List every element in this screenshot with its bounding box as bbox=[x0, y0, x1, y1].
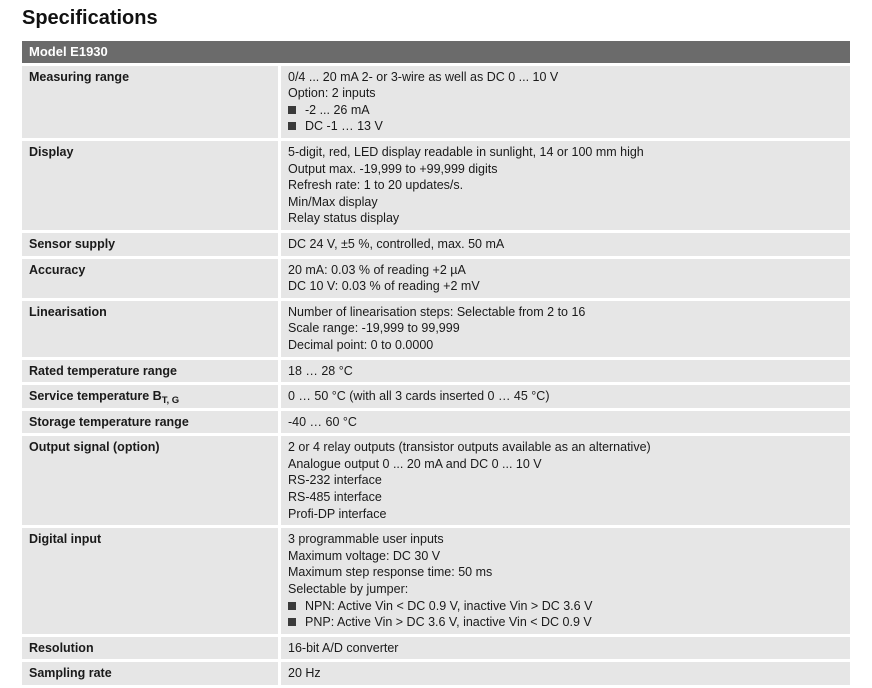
spec-value-text: Scale range: -19,999 to 99,999 bbox=[288, 321, 460, 336]
spec-row bbox=[22, 662, 850, 685]
spec-value-line bbox=[288, 236, 844, 253]
spec-value bbox=[281, 662, 850, 685]
spec-value bbox=[281, 385, 850, 408]
spec-row bbox=[22, 637, 850, 660]
spec-value-text: 0/4 ... 20 mA 2- or 3-wire as well as DC 0 ... 10 V bbox=[288, 69, 559, 84]
spec-value bbox=[281, 141, 850, 230]
spec-value-line bbox=[288, 548, 844, 565]
spec-value-text: 3 programmable user inputs bbox=[288, 532, 444, 547]
spec-value-text: Number of linearisation steps: Selectable from 2 to 16 bbox=[288, 304, 586, 319]
spec-label bbox=[22, 662, 281, 685]
spec-row bbox=[22, 385, 850, 408]
spec-label bbox=[22, 411, 281, 434]
spec-label-text: Digital input bbox=[29, 532, 102, 547]
spec-value-line bbox=[288, 177, 844, 194]
spec-value bbox=[281, 411, 850, 434]
spec-value-line bbox=[288, 262, 844, 279]
spec-row bbox=[22, 66, 850, 138]
spec-value-line bbox=[288, 320, 844, 337]
spec-value-line bbox=[288, 414, 844, 431]
spec-value-text: RS-485 interface bbox=[288, 490, 382, 505]
spec-value-line bbox=[288, 363, 844, 380]
spec-value-line bbox=[288, 439, 844, 456]
spec-label bbox=[22, 637, 281, 660]
spec-value-line bbox=[288, 194, 844, 211]
spec-value-text: Profi-DP interface bbox=[288, 506, 387, 521]
spec-value-line bbox=[288, 304, 844, 321]
spec-label-text: Sensor supply bbox=[29, 236, 116, 251]
spec-label bbox=[22, 301, 281, 357]
spec-row bbox=[22, 301, 850, 357]
spec-value-line bbox=[288, 598, 844, 615]
spec-value-text: Option: 2 inputs bbox=[288, 86, 376, 101]
table-header: Model E1930 bbox=[22, 41, 850, 63]
spec-value bbox=[281, 259, 850, 298]
spec-label bbox=[22, 141, 281, 230]
spec-value-text: 2 or 4 relay outputs (transistor outputs available as an alternative) bbox=[288, 440, 651, 455]
spec-value-line bbox=[288, 614, 844, 631]
spec-label-text: Display bbox=[29, 144, 74, 159]
spec-label bbox=[22, 233, 281, 256]
spec-label-text: Storage temperature range bbox=[29, 414, 189, 429]
spec-value-line bbox=[288, 161, 844, 178]
spec-value-text: Min/Max display bbox=[288, 194, 378, 209]
spec-value-text: 0 … 50 °C (with all 3 cards inserted 0 … 45 °C) bbox=[288, 389, 550, 404]
square-bullet-icon bbox=[288, 602, 296, 610]
spec-value-line bbox=[288, 456, 844, 473]
square-bullet-icon bbox=[288, 618, 296, 626]
spec-label-text: Measuring range bbox=[29, 69, 130, 84]
spec-label-text: Output signal (option) bbox=[29, 440, 160, 455]
spec-row bbox=[22, 528, 850, 634]
spec-value-text: 16-bit A/D converter bbox=[288, 640, 399, 655]
spec-value-line bbox=[288, 472, 844, 489]
spec-value bbox=[281, 301, 850, 357]
spec-label-text: Accuracy bbox=[29, 262, 86, 277]
spec-value-text: Relay status display bbox=[288, 211, 400, 226]
spec-value bbox=[281, 233, 850, 256]
spec-value-text: 18 … 28 °C bbox=[288, 363, 353, 378]
spec-value-line bbox=[288, 665, 844, 682]
spec-label-subscript: T, G bbox=[161, 395, 180, 407]
spec-value-text: Decimal point: 0 to 0.0000 bbox=[288, 337, 434, 352]
spec-value-text: Selectable by jumper: bbox=[288, 582, 409, 597]
spec-value-line bbox=[288, 210, 844, 227]
spec-label-text: Service temperature B bbox=[29, 389, 162, 404]
spec-value-text: Output max. -19,999 to +99,999 digits bbox=[288, 161, 498, 176]
spec-row bbox=[22, 259, 850, 298]
spec-value-text: DC 10 V: 0.03 % of reading +2 mV bbox=[288, 279, 480, 294]
square-bullet-icon bbox=[288, 106, 296, 114]
spec-value-text: 20 Hz bbox=[288, 666, 321, 681]
spec-row bbox=[22, 141, 850, 230]
spec-value-line bbox=[288, 388, 844, 405]
spec-value bbox=[281, 66, 850, 138]
spec-value-line bbox=[288, 278, 844, 295]
spec-label bbox=[22, 259, 281, 298]
spec-value-text: DC 24 V, ±5 %, controlled, max. 50 mA bbox=[288, 236, 505, 251]
spec-table bbox=[22, 38, 850, 688]
spec-value-text: NPN: Active Vin < DC 0.9 V, inactive Vin > DC 3.6 V bbox=[305, 598, 593, 613]
spec-value-line bbox=[288, 531, 844, 548]
table-header-row bbox=[22, 41, 850, 63]
spec-label bbox=[22, 528, 281, 634]
spec-label bbox=[22, 436, 281, 525]
spec-value-text: Maximum voltage: DC 30 V bbox=[288, 548, 441, 563]
spec-row bbox=[22, 411, 850, 434]
spec-label-text: Linearisation bbox=[29, 304, 107, 319]
spec-value-text: -40 … 60 °C bbox=[288, 414, 357, 429]
page-title: Specifications bbox=[22, 7, 158, 29]
spec-value-text: PNP: Active Vin > DC 3.6 V, inactive Vin < DC 0.9 V bbox=[305, 615, 592, 630]
spec-value bbox=[281, 360, 850, 383]
spec-value bbox=[281, 436, 850, 525]
spec-label-text: Rated temperature range bbox=[29, 363, 177, 378]
spec-value-text: Maximum step response time: 50 ms bbox=[288, 565, 493, 580]
square-bullet-icon bbox=[288, 122, 296, 130]
spec-label bbox=[22, 66, 281, 138]
spec-value bbox=[281, 528, 850, 634]
spec-value-text: 5-digit, red, LED display readable in sunlight, 14 or 100 mm high bbox=[288, 144, 644, 159]
spec-value-text: -2 ... 26 mA bbox=[305, 102, 370, 117]
spec-value-text: Analogue output 0 ... 20 mA and DC 0 ... 10 V bbox=[288, 456, 542, 471]
spec-value-line bbox=[288, 102, 844, 119]
spec-row bbox=[22, 360, 850, 383]
spec-value-text: DC -1 … 13 V bbox=[305, 119, 383, 134]
spec-value-line bbox=[288, 337, 844, 354]
spec-value-text: Refresh rate: 1 to 20 updates/s. bbox=[288, 178, 464, 193]
spec-value-line bbox=[288, 640, 844, 657]
spec-value-text: RS-232 interface bbox=[288, 473, 382, 488]
spec-value-line bbox=[288, 85, 844, 102]
spec-label bbox=[22, 360, 281, 383]
spec-label-text: Sampling rate bbox=[29, 666, 112, 681]
spec-label-text: Resolution bbox=[29, 640, 94, 655]
spec-value-line bbox=[288, 118, 844, 135]
spec-value-line bbox=[288, 506, 844, 523]
spec-label bbox=[22, 385, 281, 408]
spec-value-line bbox=[288, 144, 844, 161]
spec-value-line bbox=[288, 489, 844, 506]
spec-value-line bbox=[288, 564, 844, 581]
spec-row bbox=[22, 436, 850, 525]
spec-value-line bbox=[288, 69, 844, 86]
spec-value-text: 20 mA: 0.03 % of reading +2 µA bbox=[288, 262, 466, 277]
spec-row bbox=[22, 233, 850, 256]
spec-value bbox=[281, 637, 850, 660]
spec-value-line bbox=[288, 581, 844, 598]
